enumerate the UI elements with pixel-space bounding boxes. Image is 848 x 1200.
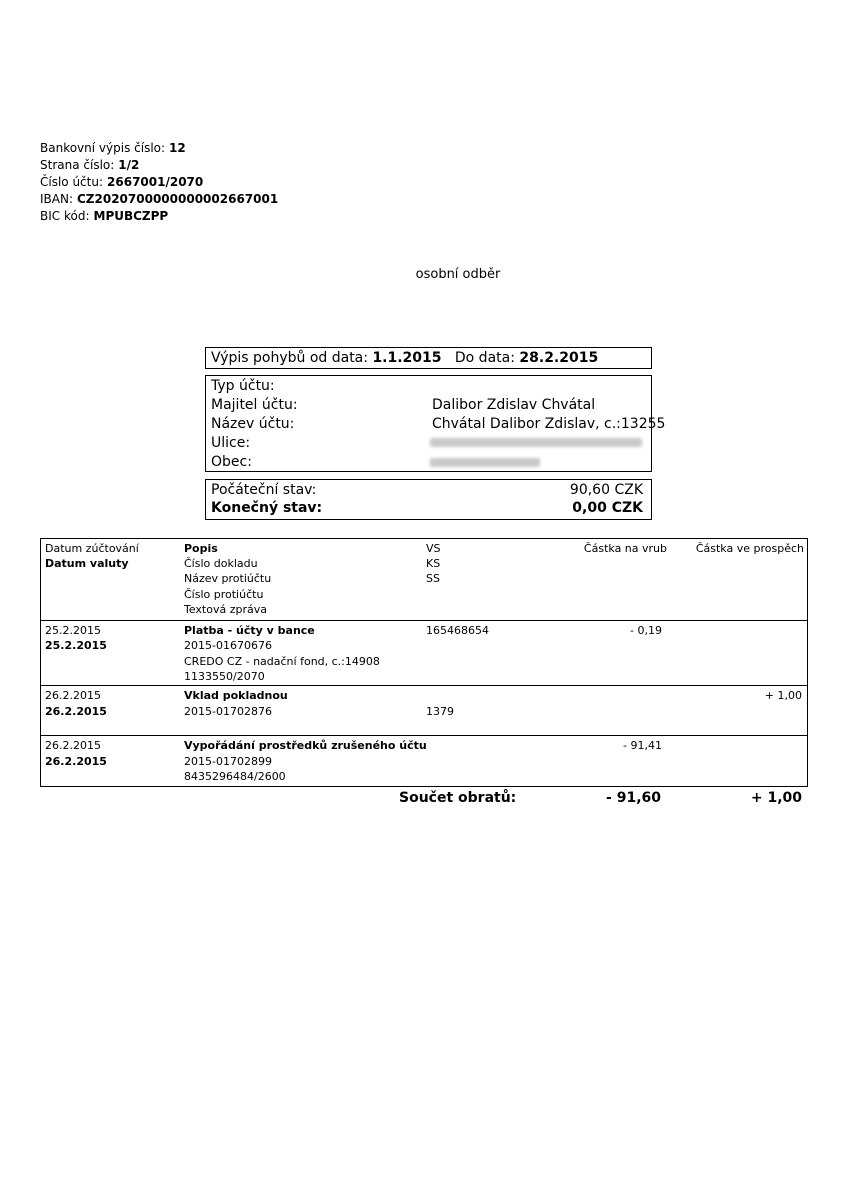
row1-posting-date: 25.2.2015 — [45, 624, 101, 637]
bic-line — [40, 208, 168, 225]
account-owner: Dalibor Zdislav Chvátal — [432, 397, 596, 413]
header-message: Textová zpráva — [184, 603, 267, 616]
row3-value-date: 26.2.2015 — [45, 755, 107, 768]
table-divider — [41, 735, 807, 736]
row1-title: Platba - účty v bance — [184, 624, 315, 637]
header-counter-no: Číslo protiúčtu — [184, 588, 264, 601]
account-number: 2667001/2070 — [107, 175, 204, 189]
page-number: 1/2 — [118, 158, 140, 172]
closing-balance: 0,00 CZK — [572, 500, 643, 516]
iban-label: IBAN: — [40, 192, 73, 206]
row3-posting-date: 26.2.2015 — [45, 739, 101, 752]
period-from-label: Výpis pohybů od data: — [211, 350, 368, 366]
table-divider — [41, 620, 807, 621]
period-line — [211, 349, 598, 367]
statement-number-label: Bankovní výpis číslo: — [40, 141, 166, 155]
transactions-table — [40, 538, 808, 787]
header-vs: VS — [426, 542, 441, 555]
row2-value-date: 26.2.2015 — [45, 705, 107, 718]
row2-doc-no: 2015-01702876 — [184, 705, 272, 718]
row1-value-date: 25.2.2015 — [45, 639, 107, 652]
period-box — [205, 347, 652, 369]
period-to-label: Do data: — [454, 350, 515, 366]
row1-counter-no: 1133550/2070 — [184, 670, 265, 683]
row3-title: Vypořádání prostředků zrušeného účtu — [184, 739, 427, 752]
statement-number: 12 — [169, 141, 186, 155]
header-ss: SS — [426, 572, 440, 585]
statement-number-line — [40, 140, 186, 157]
city-redacted — [430, 458, 540, 467]
header-debit: Částka na vrub — [583, 542, 667, 555]
header-ks: KS — [426, 557, 441, 570]
row2-posting-date: 26.2.2015 — [45, 689, 101, 702]
bic: MPUBCZPP — [93, 209, 169, 223]
account-owner-label: Majitel účtu: — [211, 397, 298, 413]
page-number-line — [40, 157, 139, 174]
iban: CZ2020700000000002667001 — [77, 192, 279, 206]
balance-box — [205, 479, 652, 520]
row1-counter-name: CREDO CZ - nadační fond, c.:14908 — [184, 655, 380, 668]
header-credit: Částka ve prospěch — [695, 542, 804, 555]
city-label: Obec: — [211, 454, 252, 470]
row1-doc-no: 2015-01670676 — [184, 639, 272, 652]
row2-ks: 1379 — [426, 705, 454, 718]
header-posting-date: Datum zúčtování — [45, 542, 139, 555]
row3-debit: - 91,41 — [623, 739, 662, 752]
row1-vs: 165468654 — [426, 624, 489, 637]
row2-credit: + 1,00 — [764, 689, 802, 702]
account-name-label: Název účtu: — [211, 416, 295, 432]
account-type-label: Typ účtu: — [211, 378, 275, 394]
page-number-label: Strana číslo: — [40, 158, 115, 172]
header-value-date: Datum valuty — [45, 557, 129, 570]
street-label: Ulice: — [211, 435, 251, 451]
row3-doc-no: 2015-01702899 — [184, 755, 272, 768]
street-redacted — [430, 438, 642, 447]
header-description: Popis — [184, 542, 218, 555]
row2-title: Vklad pokladnou — [184, 689, 288, 702]
totals-credit: + 1,00 — [750, 790, 802, 806]
totals-debit: - 91,60 — [606, 790, 661, 806]
header-counter-name: Název protiúčtu — [184, 572, 272, 585]
period-from: 1.1.2015 — [372, 350, 442, 366]
account-number-line — [40, 174, 203, 191]
period-to: 28.2.2015 — [519, 350, 599, 366]
row1-debit: - 0,19 — [630, 624, 662, 637]
statement-subtitle: osobní odběr — [415, 267, 501, 282]
opening-balance-label: Počáteční stav: — [211, 482, 317, 498]
row3-counter-no: 8435296484/2600 — [184, 770, 286, 783]
account-name: Chvátal Dalibor Zdislav, c.:13255 — [432, 416, 666, 432]
bic-label: BIC kód: — [40, 209, 90, 223]
iban-line — [40, 191, 278, 208]
table-divider — [41, 685, 807, 686]
closing-balance-label: Konečný stav: — [211, 500, 323, 516]
account-info-box — [205, 375, 666, 472]
totals-label: Součet obratů: — [399, 790, 517, 806]
account-number-label: Číslo účtu: — [40, 175, 104, 189]
opening-balance: 90,60 CZK — [569, 482, 643, 498]
header-doc-no: Číslo dokladu — [184, 557, 258, 570]
